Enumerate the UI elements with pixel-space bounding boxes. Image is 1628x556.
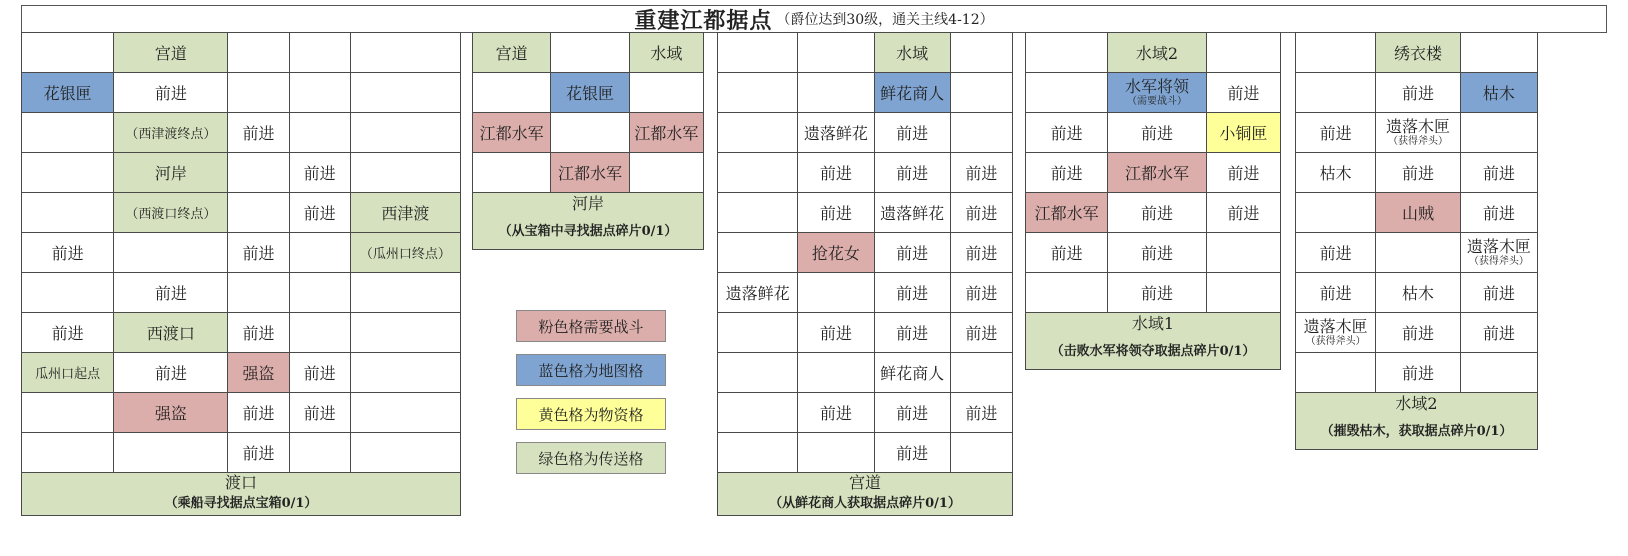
grid-cell-empty (950, 33, 1012, 73)
cell-advance[interactable]: 前进 (1460, 313, 1537, 353)
grid-row (1296, 193, 1538, 233)
cell-advance[interactable]: 前进 (1206, 153, 1280, 193)
cell-label[interactable]: （西津渡终点） (114, 113, 228, 153)
grid-row (22, 193, 461, 233)
cell-advance[interactable]: 前进 (1376, 353, 1460, 393)
cell-palace-road[interactable]: 宫道 (473, 33, 551, 73)
grid-cell-empty (228, 33, 289, 73)
grid-cell-empty (350, 353, 460, 393)
grid-cell-empty (473, 153, 551, 193)
grid-cell-empty (1206, 33, 1280, 73)
grid-row (718, 393, 1013, 433)
grid-cell-empty (1026, 33, 1108, 73)
grid-cell-empty (473, 73, 551, 113)
cell-jiangdu-navy[interactable]: 江都水军 (629, 113, 703, 153)
section-objective: （从宝箱中寻找据点碎片0/1） (498, 224, 678, 240)
grid-cell-empty (350, 393, 460, 433)
cell-advance[interactable]: 前进 (1206, 73, 1280, 113)
grid-row (22, 433, 461, 473)
grid-cell-empty (1206, 273, 1280, 313)
cell-bandit[interactable]: 强盗 (114, 393, 228, 433)
grid-row (22, 353, 461, 393)
grid-cell-empty (718, 433, 798, 473)
cell-advance[interactable]: 前进 (1376, 313, 1460, 353)
grid-cell-empty (629, 153, 703, 193)
cell-lost-wood-chest[interactable] (1460, 233, 1537, 273)
grid-row (1296, 353, 1538, 393)
grid-row (1026, 73, 1281, 113)
cell-advance[interactable]: 前进 (1296, 273, 1376, 313)
cell-label: 遗落木匣 (1385, 117, 1450, 137)
cell-bandit[interactable]: 强盗 (228, 353, 289, 393)
grid-row (1026, 233, 1281, 273)
cell-lost-flower[interactable]: 遗落鲜花 (798, 113, 874, 153)
cell-lost-flower[interactable]: 遗落鲜花 (874, 193, 950, 233)
grid-cell-empty (798, 433, 874, 473)
cell-riverbank[interactable] (473, 193, 704, 250)
grid-row (718, 233, 1013, 273)
grid-cell-empty (114, 433, 228, 473)
legend-supply: 黄色格为物资格 (516, 398, 666, 430)
grid-row (1026, 313, 1281, 370)
grid-row (22, 33, 461, 73)
cell-palace-road[interactable]: 宫道 (114, 33, 228, 73)
grid-row (22, 313, 461, 353)
section-ferry-grid (21, 32, 461, 516)
cell-advance[interactable]: 前进 (1206, 193, 1280, 233)
cell-riverbank[interactable]: 河岸 (114, 153, 228, 193)
grid-cell-empty (22, 193, 114, 233)
grid-row (1296, 113, 1538, 153)
grid-cell-empty (22, 33, 114, 73)
grid-cell-empty (718, 233, 798, 273)
cell-note: （获得斧头） (1305, 335, 1366, 347)
grid-row (718, 73, 1013, 113)
cell-advance[interactable]: 前进 (798, 193, 874, 233)
grid-cell-empty (1460, 353, 1537, 393)
cell-label[interactable]: （西渡口终点） (114, 193, 228, 233)
cell-advance[interactable]: 前进 (22, 313, 114, 353)
cell-xidukou[interactable]: 西渡口 (114, 313, 228, 353)
section-exit-name: 水域2 (1395, 394, 1438, 413)
grid-cell-empty (1026, 273, 1108, 313)
section-waters1-grid (1025, 32, 1281, 370)
cell-dead-tree[interactable]: 枯木 (1460, 73, 1537, 113)
cell-waters-2[interactable]: 水域2 (1108, 33, 1206, 73)
cell-label[interactable]: （瓜州口终点） (350, 233, 460, 273)
title-subtitle: （爵位达到30级，通关主线4-12） (776, 12, 994, 28)
grid-row (1296, 393, 1538, 450)
grid-cell-empty (718, 193, 798, 233)
section-objective: （乘船寻找据点宝箱0/1） (164, 495, 318, 511)
grid-row (718, 193, 1013, 233)
cell-advance[interactable]: 前进 (1376, 73, 1460, 113)
grid-cell-empty (718, 113, 798, 153)
grid-cell-empty (228, 273, 289, 313)
cell-advance[interactable]: 前进 (1026, 113, 1108, 153)
grid-cell-empty (950, 353, 1012, 393)
cell-label: 水军将领 (1124, 77, 1189, 97)
cell-advance[interactable]: 前进 (228, 393, 289, 433)
grid-row (1296, 233, 1538, 273)
grid-cell-empty (350, 33, 460, 73)
grid-row (473, 33, 704, 73)
grid-cell-empty (289, 273, 350, 313)
cell-advance[interactable]: 前进 (228, 433, 289, 473)
grid-cell-empty (1296, 353, 1376, 393)
section-objective: （摧毁枯木，获取据点碎片0/1） (1320, 424, 1513, 440)
grid-cell-empty (1460, 33, 1537, 73)
grid-row (718, 353, 1013, 393)
cell-advance[interactable]: 前进 (22, 233, 114, 273)
cell-label: 遗落木匣 (1303, 317, 1368, 337)
grid-row (1026, 113, 1281, 153)
section-exit-name: 宫道 (848, 473, 881, 492)
section-exit-name: 水域1 (1131, 314, 1175, 333)
grid-cell-empty (289, 233, 350, 273)
grid-row (22, 273, 461, 313)
cell-dead-tree[interactable]: 枯木 (1296, 153, 1376, 193)
grid-cell-empty (350, 113, 460, 153)
grid-cell-empty (798, 273, 874, 313)
cell-jiangdu-navy[interactable]: 江都水军 (1108, 153, 1206, 193)
grid-cell-empty (629, 73, 703, 113)
title-main: 重建江都据点 (634, 7, 773, 33)
cell-note: （获得斧头） (1468, 255, 1529, 267)
cell-waters[interactable]: 水域 (874, 33, 950, 73)
grid-row (1296, 313, 1538, 353)
section-exit-name: 河岸 (571, 194, 604, 213)
cell-advance[interactable]: 前进 (289, 353, 350, 393)
grid-cell-empty (1376, 233, 1460, 273)
grid-cell-empty (1296, 33, 1376, 73)
grid-row (1026, 153, 1281, 193)
cell-advance[interactable]: 前进 (950, 313, 1012, 353)
cell-advance[interactable]: 前进 (1296, 113, 1376, 153)
grid-cell-empty (718, 313, 798, 353)
grid-cell-empty (798, 73, 874, 113)
cell-waters-2[interactable] (1296, 393, 1538, 450)
grid-cell-empty (22, 113, 114, 153)
cell-lost-wood-chest[interactable] (1376, 113, 1460, 153)
cell-waters-1[interactable] (1026, 313, 1281, 370)
cell-waters[interactable]: 水域 (629, 33, 703, 73)
grid-cell-empty (350, 153, 460, 193)
legend-combat: 粉色格需要战斗 (516, 310, 666, 342)
grid-cell-empty (114, 233, 228, 273)
cell-advance[interactable]: 前进 (950, 233, 1012, 273)
cell-advance[interactable]: 前进 (798, 313, 874, 353)
cell-advance[interactable]: 前进 (874, 233, 950, 273)
grid-row (1296, 153, 1538, 193)
cell-jiangdu-navy[interactable]: 江都水军 (1026, 193, 1108, 233)
cell-dead-tree[interactable]: 枯木 (1376, 273, 1460, 313)
cell-advance[interactable]: 前进 (874, 153, 950, 193)
cell-ferry[interactable] (22, 473, 461, 516)
section-exit-name: 渡口 (224, 473, 257, 492)
grid-row (718, 33, 1013, 73)
cell-advance[interactable]: 前进 (950, 153, 1012, 193)
grid-row (473, 113, 704, 153)
legend-teleport: 绿色格为传送格 (516, 442, 666, 474)
cell-advance[interactable]: 前进 (114, 273, 228, 313)
grid-cell-empty (289, 33, 350, 73)
grid-row (1296, 73, 1538, 113)
cell-note: （获得斧头） (1388, 135, 1448, 147)
grid-cell-empty (228, 193, 289, 233)
cell-advance[interactable]: 前进 (874, 313, 950, 353)
section-waters2-grid (1295, 32, 1538, 450)
grid-cell-empty (718, 353, 798, 393)
cell-copper-chest[interactable]: 小铜匣 (1206, 113, 1280, 153)
grid-cell-empty (718, 393, 798, 433)
grid-row (22, 233, 461, 273)
cell-advance[interactable]: 前进 (1026, 153, 1108, 193)
cell-advance[interactable]: 前进 (289, 393, 350, 433)
cell-advance[interactable]: 前进 (950, 273, 1012, 313)
grid-cell-empty (718, 153, 798, 193)
grid-row (1026, 273, 1281, 313)
grid-cell-empty (289, 73, 350, 113)
grid-cell-empty (350, 313, 460, 353)
cell-advance[interactable]: 前进 (114, 73, 228, 113)
grid-cell-empty (551, 113, 629, 153)
grid-row (22, 153, 461, 193)
grid-cell-empty (551, 33, 629, 73)
grid-row (718, 433, 1013, 473)
cell-jiangdu-navy[interactable]: 江都水军 (551, 153, 629, 193)
grid-row (718, 273, 1013, 313)
cell-lost-flower[interactable]: 遗落鲜花 (718, 273, 798, 313)
cell-silver-chest[interactable]: 花银匣 (551, 73, 629, 113)
grid-row (473, 193, 704, 250)
section-objective: （击败水军将领夺取据点碎片0/1） (1050, 344, 1256, 360)
cell-advance[interactable]: 前进 (950, 193, 1012, 233)
grid-row (718, 153, 1013, 193)
grid-cell-empty (718, 33, 798, 73)
cell-advance[interactable]: 前进 (1108, 273, 1206, 313)
cell-note: （需要战斗） (1127, 95, 1187, 107)
cell-flower-merchant[interactable]: 鲜花商人 (874, 73, 950, 113)
cell-navy-general[interactable] (1108, 73, 1206, 113)
grid-row (22, 393, 461, 433)
cell-advance[interactable]: 前进 (874, 393, 950, 433)
cell-lost-wood-chest[interactable] (1296, 313, 1376, 353)
grid-cell-empty (22, 273, 114, 313)
grid-row (1296, 33, 1538, 73)
grid-cell-empty (350, 73, 460, 113)
grid-row (22, 113, 461, 153)
grid-cell-empty (1026, 73, 1108, 113)
cell-advance[interactable]: 前进 (1376, 153, 1460, 193)
cell-flower-thief[interactable]: 抢花女 (798, 233, 874, 273)
cell-advance[interactable]: 前进 (874, 273, 950, 313)
cell-advance[interactable]: 前进 (228, 233, 289, 273)
cell-advance[interactable]: 前进 (1026, 233, 1108, 273)
cell-advance[interactable]: 前进 (228, 313, 289, 353)
grid-cell-empty (228, 153, 289, 193)
grid-row (718, 313, 1013, 353)
grid-row (1026, 33, 1281, 73)
cell-advance[interactable]: 前进 (289, 153, 350, 193)
cell-advance[interactable]: 前进 (114, 353, 228, 393)
grid-cell-empty (950, 73, 1012, 113)
cell-flower-merchant[interactable]: 鲜花商人 (874, 353, 950, 393)
grid-cell-empty (798, 353, 874, 393)
grid-cell-empty (289, 313, 350, 353)
grid-cell-empty (289, 433, 350, 473)
grid-cell-empty (22, 153, 114, 193)
section-riverbank-grid (472, 32, 704, 250)
grid-cell-empty (1206, 233, 1280, 273)
grid-cell-empty (350, 433, 460, 473)
cell-xijindu[interactable]: 西津渡 (350, 193, 460, 233)
cell-advance[interactable]: 前进 (1460, 153, 1537, 193)
cell-jiangdu-navy[interactable]: 江都水军 (473, 113, 551, 153)
cell-advance[interactable]: 前进 (1108, 233, 1206, 273)
grid-cell-empty (289, 113, 350, 153)
grid-cell-empty (1296, 73, 1376, 113)
cell-advance[interactable]: 前进 (1460, 273, 1537, 313)
grid-cell-empty (22, 393, 114, 433)
grid-cell-empty (22, 433, 114, 473)
cell-advance[interactable]: 前进 (798, 153, 874, 193)
grid-cell-empty (1460, 113, 1537, 153)
grid-cell-empty (350, 273, 460, 313)
cell-silver-chest[interactable]: 花银匣 (22, 73, 114, 113)
cell-advance[interactable]: 前进 (1108, 113, 1206, 153)
section-palace-road-grid (717, 32, 1013, 516)
cell-advance[interactable]: 前进 (289, 193, 350, 233)
cell-advance[interactable]: 前进 (874, 433, 950, 473)
grid-cell-empty (718, 73, 798, 113)
cell-label[interactable]: 瓜州口起点 (22, 353, 114, 393)
grid-row (1026, 193, 1281, 233)
map-title (21, 5, 1607, 33)
cell-advance[interactable]: 前进 (228, 113, 289, 153)
cell-advance[interactable]: 前进 (1296, 233, 1376, 273)
cell-advance[interactable]: 前进 (1460, 193, 1537, 233)
cell-advance[interactable]: 前进 (874, 113, 950, 153)
cell-advance[interactable]: 前进 (1108, 193, 1206, 233)
cell-xiuyi-tower[interactable]: 绣衣楼 (1376, 33, 1460, 73)
grid-row (22, 73, 461, 113)
grid-row (473, 153, 704, 193)
cell-mountain-bandit[interactable]: 山贼 (1376, 193, 1460, 233)
grid-row (1296, 273, 1538, 313)
grid-cell-empty (950, 113, 1012, 153)
grid-cell-empty (950, 433, 1012, 473)
legend-map: 蓝色格为地图格 (516, 354, 666, 386)
grid-cell-empty (1296, 193, 1376, 233)
grid-cell-empty (798, 33, 874, 73)
cell-advance[interactable]: 前进 (950, 393, 1012, 433)
grid-row (22, 473, 461, 516)
section-objective: （从鲜花商人获取据点碎片0/1） (769, 495, 961, 511)
cell-palace-road[interactable] (718, 473, 1013, 516)
grid-cell-empty (228, 73, 289, 113)
cell-advance[interactable]: 前进 (798, 393, 874, 433)
grid-row (718, 113, 1013, 153)
cell-label: 遗落木匣 (1466, 237, 1531, 257)
grid-row (718, 473, 1013, 516)
grid-row (473, 73, 704, 113)
